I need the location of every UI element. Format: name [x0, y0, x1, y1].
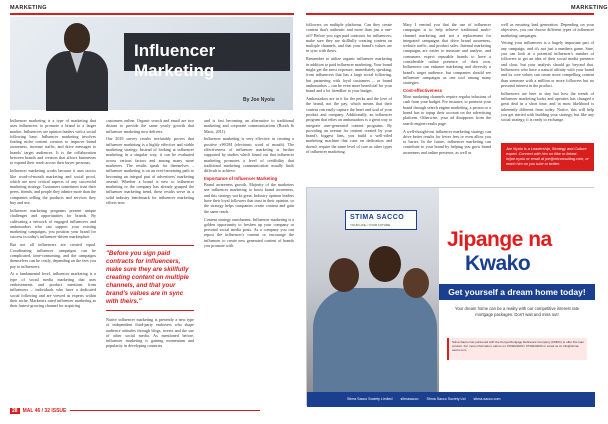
- ad-footer: [307, 392, 595, 407]
- column-4: [306, 22, 392, 157]
- logo-text: STIMA SACCO: [350, 214, 405, 221]
- paragraph: followers on multiple platforms. Can they create content that's authentic and more than just a one-off? Before you sign paid contracts for influencers, make sure they are skillfully creating content on multiple channels, and that your brand's values are in sync with theirs.: [306, 22, 392, 54]
- ad-footer-item[interactable]: Stima Sacco Society Limited: [347, 397, 393, 401]
- logo-tagline: YOUR LIFE • YOUR FUTURE: [350, 223, 391, 227]
- column-5: [403, 22, 491, 158]
- paragraph: Our 2019 survey results irrefutably proves that influencer marketing is a highly effective and viable marketing strategy. Instead of looking at influencer marketing in a singular way, it can be evaluated across various factors and among many more marketers. The results speak for themselves – influencer marketing is on an ever-increasing path to becoming an integral part of advertisers' marketing arsenal. Whether a brand is new to influencer marketing or the company has already grasped the influencer marketing trend, these results serve as a solid industry benchmark for influencer marketing efforts now.: [106, 136, 194, 206]
- paragraph: Brand awareness growth. Majority of the marketers use influencer marketing to boost brand awareness, and this strategy works great. Industry opinion leaders have their loyal followers that trust in their opinion, so the strategy helps companies create content and gain the same reach.: [204, 182, 294, 214]
- footer-rule: [70, 410, 260, 411]
- paragraph: Mary I remind you that the use of influencer campaigns is to help achieve traditional multi-channel marketing and not a replacement for integrated campaigns that drive brand awareness, website traffic, and product sales. Internal marketing campaigns are easier to measure and analyse, and consumers expect reputable brands to have a considerable online presence of their own. Influencers can enhance marketing and diversify a brand's target audience, but companies should see influencer campaigns as one tool among many strategies.: [403, 22, 491, 86]
- ad-strip: Get yourself a dream home today!: [439, 284, 595, 300]
- paragraph: Influencer marketing programs present unique challenges and opportunities for brands. By cultivating a network of engaged influencers and ambassadors who can support your existing marketing campaigns, you position your brand for success in today's influencer-driven marketplace.: [10, 207, 96, 240]
- ad-footer-item[interactable]: stima-sacco.com: [473, 397, 501, 401]
- ad-footer-item[interactable]: Stima Sacco Society Ltd: [426, 397, 466, 401]
- ad-subtext: Your dream home can be a reality with our competitive interest rate mortgage packages. Don't wait and miss out!: [454, 306, 580, 317]
- column-3: [204, 118, 294, 251]
- ad-footer-item[interactable]: stimasacco: [400, 397, 419, 401]
- top-rule-left: [10, 13, 294, 15]
- article-title: Influencer Marketing: [124, 33, 290, 71]
- byline: By Joe Nyoiu: [243, 97, 275, 103]
- column-2: [106, 118, 194, 208]
- column-2-continued: [106, 317, 194, 351]
- paragraph: Ambassadors are in it for the perks and the love of the brand, not the pay, which means that their content can easily capture the heart and soul of your product and company. Additionally, an influencer program that relies on ambassadors is a great way to integrate user-generated content programs. By providing an avenue for content created by your brand's biggest fans, you build a well-oiled marketing machine that runs on dedication and doesn't require the same level of care as other types of influencer marketing.: [306, 96, 392, 155]
- paragraph: Influencers are here to stay but how the trends of influencer marketing looks and operates has changed a great deal in a short time, and in most likelihood is inherently different from today. Notice, this will help you get started with building your strategy, but like any social strategy, it is ready to exchange.: [501, 90, 594, 123]
- section-label-left: MARKETING: [10, 5, 47, 11]
- ad-fine-print: Stima Sacco has partnered with the Kenya Mortgage Refinance Company (KMRC) to offer this loan product. For more information, call us on 0703024000 / 0730424000 or email us on info@stima-sacco.com: [447, 338, 587, 360]
- paragraph: Native influencer marketing is presently a new type of independent third-party endorsers who shape audience attitudes through blogs, tweets and the use of other social media. As mentioned before, influencer marketing is gaining momentum and popularity in developing countries: [106, 317, 194, 349]
- ad-headline-2: Kwako: [465, 252, 531, 275]
- top-rule-right: [306, 13, 594, 15]
- pull-quote: "Before you sign paid contracts for influencers, make sure they are skillfully creating content on multiple channels, and that your brand's values are in sync with theirs.": [106, 245, 194, 311]
- paragraph: A well-thought-out influencer marketing strategy can drive better results for fewer fees or even allow you to barter. In the future, influencer marketing can contribute to your brand by helping you grow brand awareness and online presence, as well as: [403, 128, 491, 155]
- ad-copy: [439, 188, 595, 392]
- page-number: 28: [12, 408, 18, 414]
- stima-sacco-logo: [345, 210, 417, 230]
- paragraph: Content strategy enrichment. Influencer marketing is a golden opportunity to freshen up your company or personal social media posts. As a company you can repost the influencer's content or encourage the influencer to create new generated content of brands you promote with.: [204, 216, 294, 249]
- paragraph: and is fast becoming an alternative to traditional marketing and corporate communications (Booth & Matic, 2011).: [204, 118, 294, 134]
- issue-label: MAL 46 / 32 ISSUE: [22, 408, 67, 414]
- column-1: [10, 118, 96, 311]
- paragraph: Influencer marketing is very effective in creating a positive eWOM (electronic word of mouth). The effectiveness of influencer marketing is further supported by studies which found out that influencer marketing promotes a level of credibility that traditional marketing communication usually finds difficult to achieve.: [204, 136, 294, 174]
- paragraph: Influencer marketing works because it uses tactics like word-of-mouth marketing and social proof, which are now critical aspects of any successful marketing strategy. Customers sometimes trust their peers, friends, and people they admire more than the companies selling the products and services they buy and use.: [10, 168, 96, 206]
- paragraph: At a fundamental level, influencer marketing is a type of social media marketing that uses endorsements and product mentions from influencers – individuals who have a dedicated social following and are viewed as experts within their niche. Marketers rated influencer marketing as their fastest-growing channel for acquiring: [10, 271, 96, 309]
- author-bio-box: Joe Nyoiu is a Leadership, Strategy and Culture expert. Connect with him on Ilike or linked-in/joe.nyoiu or email at joe@mlconsulting.com, or reach him on you tube or twitter.: [501, 143, 594, 171]
- paragraph: customers online. Organic search and email are two distant to provide the same yearly growth that influencer marketing now delivers.: [106, 118, 194, 134]
- author-photo: [40, 19, 114, 110]
- section-label-right: MARKETING: [571, 5, 608, 11]
- subheading: Importance of Influencer Marketing: [204, 176, 278, 182]
- subheading: Cost-effectiveness: [403, 88, 443, 94]
- paragraph: Most marketing channels require regular infusions of cash from your budget. For instance, to promote your brand through search engine marketing, a person or a brand has to topup their account on the advertising platform. Otherwise, your ad disappears from the search engine results page.: [403, 94, 491, 126]
- family-photo: [307, 188, 439, 392]
- advertisement[interactable]: [306, 187, 594, 406]
- column-6: [501, 22, 594, 125]
- page-footer: [10, 408, 260, 414]
- paragraph: well as ensuring lead generation. Depending on your objectives, you can choose different types of influencer marketing campaigns.: [501, 22, 594, 38]
- paragraph: Remember to utilize organic influencer marketing in addition to paid influencer marketing. Your brand might get the most exposure, immediately speaking, from influencers that has a large social following, but partnering with loyal customers – or brand ambassadors – can be even more beneficial for your brand and a lot friendlier to your budget.: [306, 56, 392, 94]
- paragraph: Influencer marketing is a type of marketing that uses influencers to promote a brand to a larger market. Influencers are opinion leaders with a social following base. Influencer marketing involves finding niche content creators to improve brand awareness, increase traffic, and drive messages to brands' target audiences. It is the collaboration between brands and creators that allows businesses to expand their reach across their buyer personas.: [10, 118, 96, 166]
- paragraph: Vetting your influencers is a hugely important part of any campaign, and it's not just a numbers game. Sure, you can look at a potential influencer's number of followers to get an idea of their social media presence and clout, but your analysis should go beyond that. Influencers who have a natural affinity with your brand and its core values can create more compelling content than someone with a million or more followers but no personal interest in the product.: [501, 40, 594, 88]
- paragraph: But not all influencers are created equal. Coordinating influencer campaigns can be complicated, time-consuming, and the campaigns themselves can be costly, depending on the fees you pay to influencers.: [10, 242, 96, 269]
- ad-headline-1: Jipange na: [447, 228, 552, 251]
